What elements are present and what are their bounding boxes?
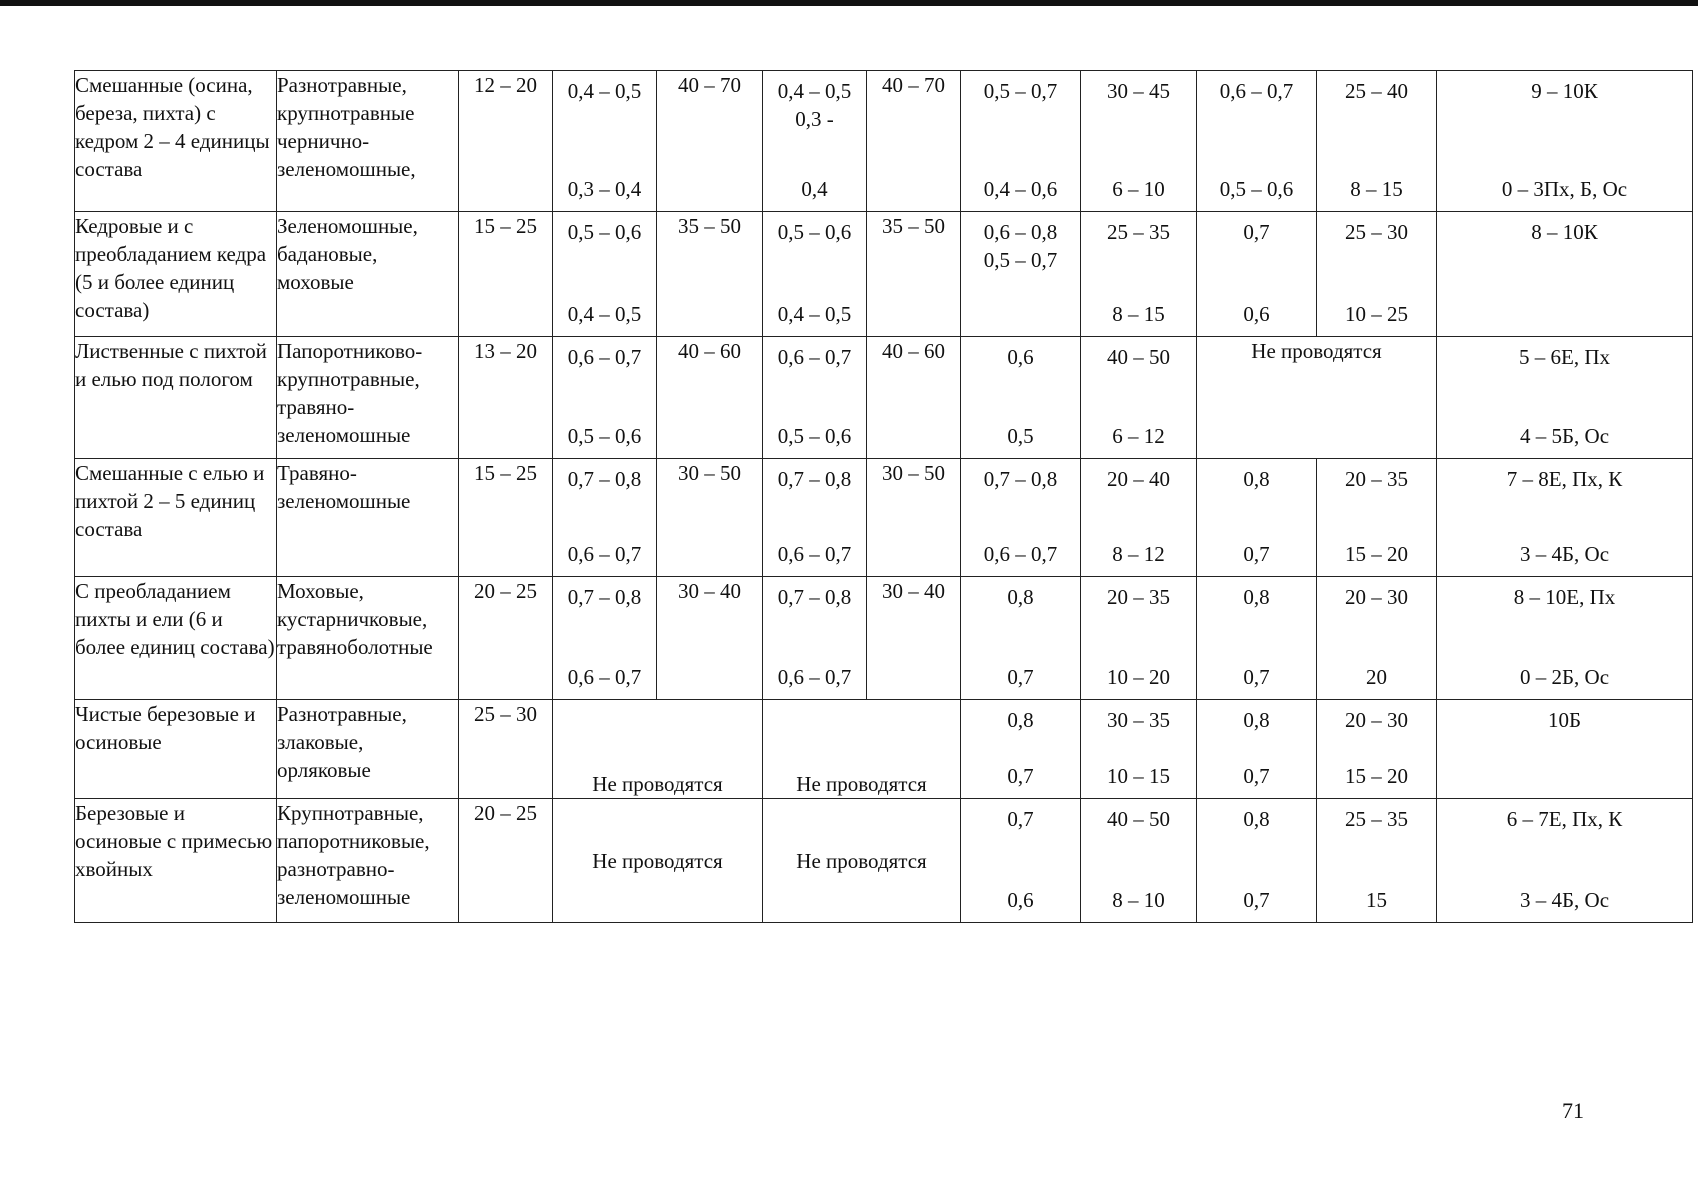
grass-cover-cell: Разнотравные, злаковые, орляковые	[277, 700, 459, 799]
table-row	[75, 212, 1693, 337]
age-cell: 13 – 20	[459, 337, 553, 459]
density-cell: 0,6 – 0,7 0,5 – 0,6	[553, 337, 657, 459]
forest-type-cell: Кедровые и с преобладанием кедра (5 и более единиц состава)	[75, 212, 277, 337]
grass-cover-cell: Крупнотравные, папоротниковые, разнотравно-зеленомошные	[277, 799, 459, 923]
intensity-cell: 20 – 40 8 – 12	[1081, 459, 1197, 577]
density-cell: 0,6 – 0,8 0,5 – 0,7	[961, 212, 1081, 337]
not-conducted-cell: Не проводятся	[1197, 337, 1437, 459]
grass-cover-cell: Моховые, кустарничковые, травяноболотные	[277, 577, 459, 700]
top-rule	[0, 0, 1698, 6]
intensity-cell: 40 – 70	[657, 71, 763, 212]
density-cell: 0,8 0,7	[1197, 577, 1317, 700]
density-cell: 0,6 – 0,7 0,5 – 0,6	[763, 337, 867, 459]
grass-cover-cell: Папоротниково-крупнотравные, травяно-зеленомошные	[277, 337, 459, 459]
table-row	[75, 459, 1693, 577]
intensity-cell: 40 – 50 8 – 10	[1081, 799, 1197, 923]
table-row	[75, 700, 1693, 799]
density-cell: 0,4 – 0,5 0,3 – 0,4	[553, 71, 657, 212]
intensity-cell: 40 – 50 6 – 12	[1081, 337, 1197, 459]
intensity-cell: 30 – 40	[657, 577, 763, 700]
density-cell: 0,7 – 0,8 0,6 – 0,7	[961, 459, 1081, 577]
forest-type-cell: Смешанные (осина, береза, пихта) с кедром 2 – 4 единицы состава	[75, 71, 277, 212]
forest-type-cell: Чистые березовые и осиновые	[75, 700, 277, 799]
page-number: 71	[1562, 1098, 1584, 1123]
density-cell: 0,8 0,7	[1197, 459, 1317, 577]
density-cell: 0,6 0,5	[961, 337, 1081, 459]
composition-cell: 7 – 8Е, Пх, К 3 – 4Б, Ос	[1437, 459, 1693, 577]
density-cell: 0,5 – 0,6 0,4 – 0,5	[553, 212, 657, 337]
intensity-cell: 25 – 35 15	[1317, 799, 1437, 923]
composition-cell: 5 – 6Е, Пх 4 – 5Б, Ос	[1437, 337, 1693, 459]
density-cell: 0,7 – 0,8 0,6 – 0,7	[553, 577, 657, 700]
table-row	[75, 577, 1693, 700]
forest-table	[74, 70, 1693, 923]
composition-cell: 9 – 10К 0 – 3Пх, Б, Ос	[1437, 71, 1693, 212]
intensity-cell: 35 – 50	[867, 212, 961, 337]
intensity-cell: 30 – 50	[657, 459, 763, 577]
intensity-cell: 30 – 40	[867, 577, 961, 700]
density-cell: 0,8 0,7	[961, 700, 1081, 799]
intensity-cell: 20 – 30 15 – 20	[1317, 700, 1437, 799]
age-cell: 15 – 25	[459, 459, 553, 577]
intensity-cell: 25 – 30 10 – 25	[1317, 212, 1437, 337]
intensity-cell: 40 – 70	[867, 71, 961, 212]
forest-type-cell: Смешанные с елью и пихтой 2 – 5 единиц состава	[75, 459, 277, 577]
density-cell: 0,7 – 0,8 0,6 – 0,7	[763, 577, 867, 700]
intensity-cell: 40 – 60	[867, 337, 961, 459]
intensity-cell: 20 – 30 20	[1317, 577, 1437, 700]
grass-cover-cell: Травяно-зеленомошные	[277, 459, 459, 577]
intensity-cell: 30 – 45 6 – 10	[1081, 71, 1197, 212]
composition-cell: 8 – 10К	[1437, 212, 1693, 337]
density-cell: 0,5 – 0,6 0,4 – 0,5	[763, 212, 867, 337]
density-cell: 0,7 – 0,8 0,6 – 0,7	[763, 459, 867, 577]
intensity-cell: 30 – 50	[867, 459, 961, 577]
composition-cell: 6 – 7Е, Пх, К 3 – 4Б, Ос	[1437, 799, 1693, 923]
intensity-cell: 20 – 35 10 – 20	[1081, 577, 1197, 700]
composition-cell: 8 – 10Е, Пх 0 – 2Б, Ос	[1437, 577, 1693, 700]
intensity-cell: 35 – 50	[657, 212, 763, 337]
table-row	[75, 71, 1693, 212]
intensity-cell: 25 – 40 8 – 15	[1317, 71, 1437, 212]
forest-type-cell: Березовые и осиновые с примесью хвойных	[75, 799, 277, 923]
density-cell: 0,7 0,6	[961, 799, 1081, 923]
density-cell: 0,8 0,7	[1197, 700, 1317, 799]
age-cell: 25 – 30	[459, 700, 553, 799]
not-conducted-cell: Не проводятся	[553, 799, 763, 923]
age-cell: 20 – 25	[459, 577, 553, 700]
forest-type-cell: Лиственные с пихтой и елью под пологом	[75, 337, 277, 459]
not-conducted-cell: Не проводятся	[763, 700, 961, 799]
density-cell: 0,8 0,7	[961, 577, 1081, 700]
forest-type-cell: С преобладанием пихты и ели (6 и более единиц состава)	[75, 577, 277, 700]
intensity-cell: 25 – 35 8 – 15	[1081, 212, 1197, 337]
not-conducted-cell: Не проводятся	[553, 700, 763, 799]
density-cell: 0,7 – 0,8 0,6 – 0,7	[553, 459, 657, 577]
density-cell: 0,5 – 0,7 0,4 – 0,6	[961, 71, 1081, 212]
intensity-cell: 20 – 35 15 – 20	[1317, 459, 1437, 577]
density-cell: 0,4 – 0,5 0,3 - 0,4	[763, 71, 867, 212]
density-cell: 0,7 0,6	[1197, 212, 1317, 337]
grass-cover-cell: Зеленомошные, бадановые, моховые	[277, 212, 459, 337]
table-row	[75, 799, 1693, 923]
age-cell: 12 – 20	[459, 71, 553, 212]
density-cell: 0,8 0,7	[1197, 799, 1317, 923]
composition-cell: 10Б	[1437, 700, 1693, 799]
grass-cover-cell: Разнотравные, крупнотравные чернично-зеленомошные,	[277, 71, 459, 212]
age-cell: 20 – 25	[459, 799, 553, 923]
not-conducted-cell: Не проводятся	[763, 799, 961, 923]
age-cell: 15 – 25	[459, 212, 553, 337]
table-row	[75, 337, 1693, 459]
intensity-cell: 40 – 60	[657, 337, 763, 459]
intensity-cell: 30 – 35 10 – 15	[1081, 700, 1197, 799]
density-cell: 0,6 – 0,7 0,5 – 0,6	[1197, 71, 1317, 212]
